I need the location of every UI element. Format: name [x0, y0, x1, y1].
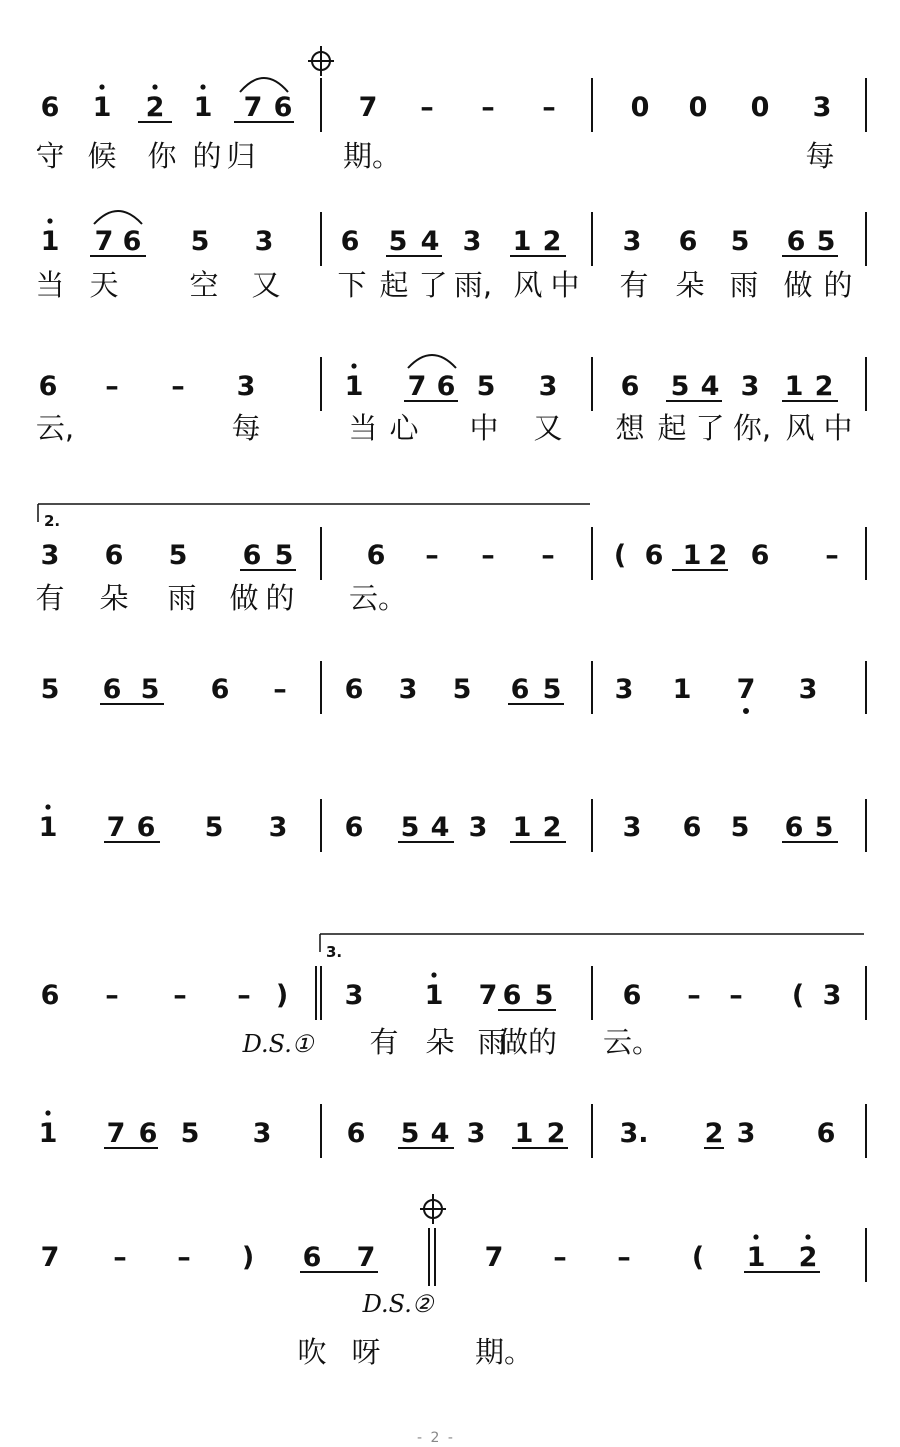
note-5: 5 — [730, 812, 750, 843]
note-6: 6 — [40, 92, 60, 123]
lyric: 的 — [823, 268, 853, 302]
high-octave-dot — [47, 218, 52, 223]
note-6: 6 — [302, 1242, 322, 1273]
lyric: 当 — [348, 411, 378, 445]
lyric: 朵 — [99, 581, 129, 615]
note-6: 6 — [682, 812, 702, 843]
note-3: 3 — [466, 1118, 486, 1149]
note-0: 0 — [750, 92, 770, 123]
lyric: 风 — [785, 411, 815, 445]
note-dash: – — [273, 674, 287, 705]
lyric: 中 — [550, 268, 580, 302]
lyric: 每 — [231, 411, 261, 445]
note-6: 6 — [366, 540, 386, 571]
lyric: 朵 — [675, 268, 705, 302]
note-6: 6 — [678, 226, 698, 257]
note-7: 7 — [94, 226, 114, 257]
note-3: 3 — [254, 226, 274, 257]
note-1: 1 — [38, 1118, 58, 1149]
lyric: 了 — [695, 411, 725, 445]
note-3.: 3. — [619, 1118, 649, 1149]
high-octave-dot — [45, 804, 50, 809]
tie — [94, 211, 142, 224]
note-6: 6 — [138, 1118, 158, 1149]
note-1: 1 — [38, 812, 58, 843]
note-dash: – — [420, 92, 434, 123]
note-paren: ( — [613, 540, 627, 571]
low-octave-dot — [744, 709, 749, 714]
note-1: 1 — [512, 812, 532, 843]
note-7: 7 — [40, 1242, 60, 1273]
note-3: 3 — [236, 371, 256, 402]
note-2: 2 — [546, 1118, 566, 1149]
note-7: 7 — [106, 1118, 126, 1149]
note-paren: ) — [275, 980, 289, 1011]
note-3: 3 — [468, 812, 488, 843]
note-dash: – — [553, 1242, 567, 1273]
note-5: 5 — [140, 674, 160, 705]
note-paren: ) — [241, 1242, 255, 1273]
lyric: 有 — [369, 1025, 399, 1059]
note-6: 6 — [436, 371, 456, 402]
note-3: 3 — [344, 980, 364, 1011]
note-6: 6 — [210, 674, 230, 705]
note-3: 3 — [268, 812, 288, 843]
lyric: 起 — [657, 411, 687, 445]
note-3: 3 — [798, 674, 818, 705]
lyric: 了 — [418, 268, 448, 302]
note-5: 5 — [274, 540, 294, 571]
note-dash: – — [687, 980, 701, 1011]
lyric: 中 — [469, 411, 499, 445]
note-3: 3 — [822, 980, 842, 1011]
note-dash: – — [729, 980, 743, 1011]
note-1: 1 — [344, 371, 364, 402]
note-6: 6 — [344, 674, 364, 705]
note-dash: – — [177, 1242, 191, 1273]
note-6: 6 — [784, 812, 804, 843]
note-6: 6 — [104, 540, 124, 571]
note-6: 6 — [122, 226, 142, 257]
note-5: 5 — [670, 371, 690, 402]
page-number: - 2 - — [417, 1430, 455, 1446]
lyric: 归 — [226, 139, 256, 173]
note-3: 3 — [622, 812, 642, 843]
lyric: 雨, — [453, 268, 493, 302]
high-octave-dot — [431, 972, 436, 977]
lyric: 天 — [89, 268, 119, 302]
high-octave-dot — [99, 84, 104, 89]
lyric: 空 — [189, 268, 219, 302]
note-6: 6 — [344, 812, 364, 843]
note-6: 6 — [750, 540, 770, 571]
note-dash: – — [541, 540, 555, 571]
volta-label: 3. — [326, 943, 343, 961]
lyric: 做 — [229, 581, 259, 615]
note-3: 3 — [812, 92, 832, 123]
note-6: 6 — [273, 92, 293, 123]
note-3: 3 — [462, 226, 482, 257]
tie — [240, 78, 288, 92]
note-1: 1 — [40, 226, 60, 257]
note-5: 5 — [730, 226, 750, 257]
lyric: 中 — [823, 411, 853, 445]
note-5: 5 — [814, 812, 834, 843]
lyric: 做的 — [498, 1025, 558, 1059]
note-dash: – — [481, 540, 495, 571]
note-7: 7 — [484, 1242, 504, 1273]
lyric: 云, — [35, 411, 75, 445]
note-4: 4 — [430, 812, 450, 843]
high-octave-dot — [753, 1234, 758, 1239]
note-6: 6 — [38, 371, 58, 402]
lyric: 期。 — [342, 139, 402, 173]
lyric: 风 — [513, 268, 543, 302]
note-5: 5 — [388, 226, 408, 257]
lyric: 每 — [805, 139, 835, 173]
note-dash: – — [237, 980, 251, 1011]
note-0: 0 — [688, 92, 708, 123]
note-7: 7 — [358, 92, 378, 123]
note-5: 5 — [180, 1118, 200, 1149]
lyric: 的 — [265, 581, 295, 615]
note-5: 5 — [204, 812, 224, 843]
note-dash: – — [481, 92, 495, 123]
note-2: 2 — [542, 812, 562, 843]
note-dash: – — [542, 92, 556, 123]
note-6: 6 — [786, 226, 806, 257]
note-5: 5 — [168, 540, 188, 571]
note-dash: – — [113, 1242, 127, 1273]
score-text — [35, 84, 852, 1369]
volta-label: 2. — [44, 512, 61, 530]
note-6: 6 — [622, 980, 642, 1011]
high-octave-dot — [351, 363, 356, 368]
lyric: 雨 — [729, 268, 759, 302]
note-dash: – — [171, 371, 185, 402]
note-1: 1 — [512, 226, 532, 257]
lyric: 又 — [251, 268, 281, 302]
note-dash: – — [173, 980, 187, 1011]
lyric: 朵 — [425, 1025, 455, 1059]
note-6: 6 — [816, 1118, 836, 1149]
note-1: 1 — [672, 674, 692, 705]
high-octave-dot — [45, 1110, 50, 1115]
lyric: 你 — [147, 139, 177, 173]
note-6: 6 — [40, 980, 60, 1011]
note-paren: ( — [691, 1242, 705, 1273]
tie — [408, 355, 456, 368]
note-5: 5 — [190, 226, 210, 257]
lyric: 云。 — [602, 1025, 662, 1059]
note-5: 5 — [816, 226, 836, 257]
note-dash: – — [105, 371, 119, 402]
note-5: 5 — [400, 1118, 420, 1149]
note-5: 5 — [476, 371, 496, 402]
note-6: 6 — [502, 980, 522, 1011]
note-4: 4 — [700, 371, 720, 402]
note-6: 6 — [136, 812, 156, 843]
lyric: 候 — [87, 139, 117, 173]
note-0: 0 — [630, 92, 650, 123]
lyric: 想 — [615, 411, 645, 445]
note-dash: – — [825, 540, 839, 571]
note-3: 3 — [398, 674, 418, 705]
lyric: 期。 — [474, 1335, 534, 1369]
high-octave-dot — [200, 84, 205, 89]
note-6: 6 — [242, 540, 262, 571]
note-6: 6 — [102, 674, 122, 705]
lyric: 做 — [783, 268, 813, 302]
note-7: 7 — [243, 92, 263, 123]
high-octave-dot — [152, 84, 157, 89]
note-6: 6 — [510, 674, 530, 705]
note-dash: – — [617, 1242, 631, 1273]
note-2: 2 — [542, 226, 562, 257]
note-3: 3 — [538, 371, 558, 402]
note-2: 2 — [798, 1242, 818, 1273]
note-1: 1 — [514, 1118, 534, 1149]
lyric: 下 — [337, 268, 367, 302]
note-3: 3 — [740, 371, 760, 402]
note-7: 7 — [106, 812, 126, 843]
note-7: 7 — [478, 980, 498, 1011]
note-2: 2 — [704, 1118, 724, 1149]
note-4: 4 — [430, 1118, 450, 1149]
note-1: 1 — [746, 1242, 766, 1273]
lyric: 守 — [35, 139, 65, 173]
note-6: 6 — [620, 371, 640, 402]
note-7: 7 — [407, 371, 427, 402]
high-octave-dot — [805, 1234, 810, 1239]
note-4: 4 — [420, 226, 440, 257]
lyric: 呀 — [351, 1335, 381, 1369]
note-5: 5 — [452, 674, 472, 705]
lyric: 你, — [732, 411, 772, 445]
note-5: 5 — [40, 674, 60, 705]
note-paren: ( — [791, 980, 805, 1011]
lyric: 有 — [35, 581, 65, 615]
note-6: 6 — [644, 540, 664, 571]
note-5: 5 — [400, 812, 420, 843]
note-5: 5 — [534, 980, 554, 1011]
lyric: 吹 — [297, 1335, 327, 1369]
note-3: 3 — [40, 540, 60, 571]
note-6: 6 — [346, 1118, 366, 1149]
dal-segno-mark: D.S.② — [362, 1290, 434, 1318]
note-6: 6 — [340, 226, 360, 257]
note-3: 3 — [736, 1118, 756, 1149]
note-1: 1 — [424, 980, 444, 1011]
lyric: 当 — [35, 268, 65, 302]
note-3: 3 — [614, 674, 634, 705]
note-7: 7 — [736, 674, 756, 705]
note-dash: – — [105, 980, 119, 1011]
dal-segno-mark: D.S.① — [242, 1030, 314, 1058]
lyric: 的 — [192, 139, 222, 173]
note-1: 1 — [682, 540, 702, 571]
note-1: 1 — [193, 92, 213, 123]
lyric: 雨 — [477, 1025, 507, 1059]
lyric: 心 — [389, 411, 419, 445]
lyric: 有 — [619, 268, 649, 302]
lyric: 起 — [379, 268, 409, 302]
lyric: 又 — [533, 411, 563, 445]
lyric: 云。 — [348, 581, 408, 615]
note-5: 5 — [542, 674, 562, 705]
note-3: 3 — [252, 1118, 272, 1149]
note-2: 2 — [145, 92, 165, 123]
note-1: 1 — [92, 92, 112, 123]
note-1: 1 — [784, 371, 804, 402]
lyric: 雨 — [167, 581, 197, 615]
note-2: 2 — [708, 540, 728, 571]
note-2: 2 — [814, 371, 834, 402]
note-dash: – — [425, 540, 439, 571]
note-3: 3 — [622, 226, 642, 257]
note-7: 7 — [356, 1242, 376, 1273]
